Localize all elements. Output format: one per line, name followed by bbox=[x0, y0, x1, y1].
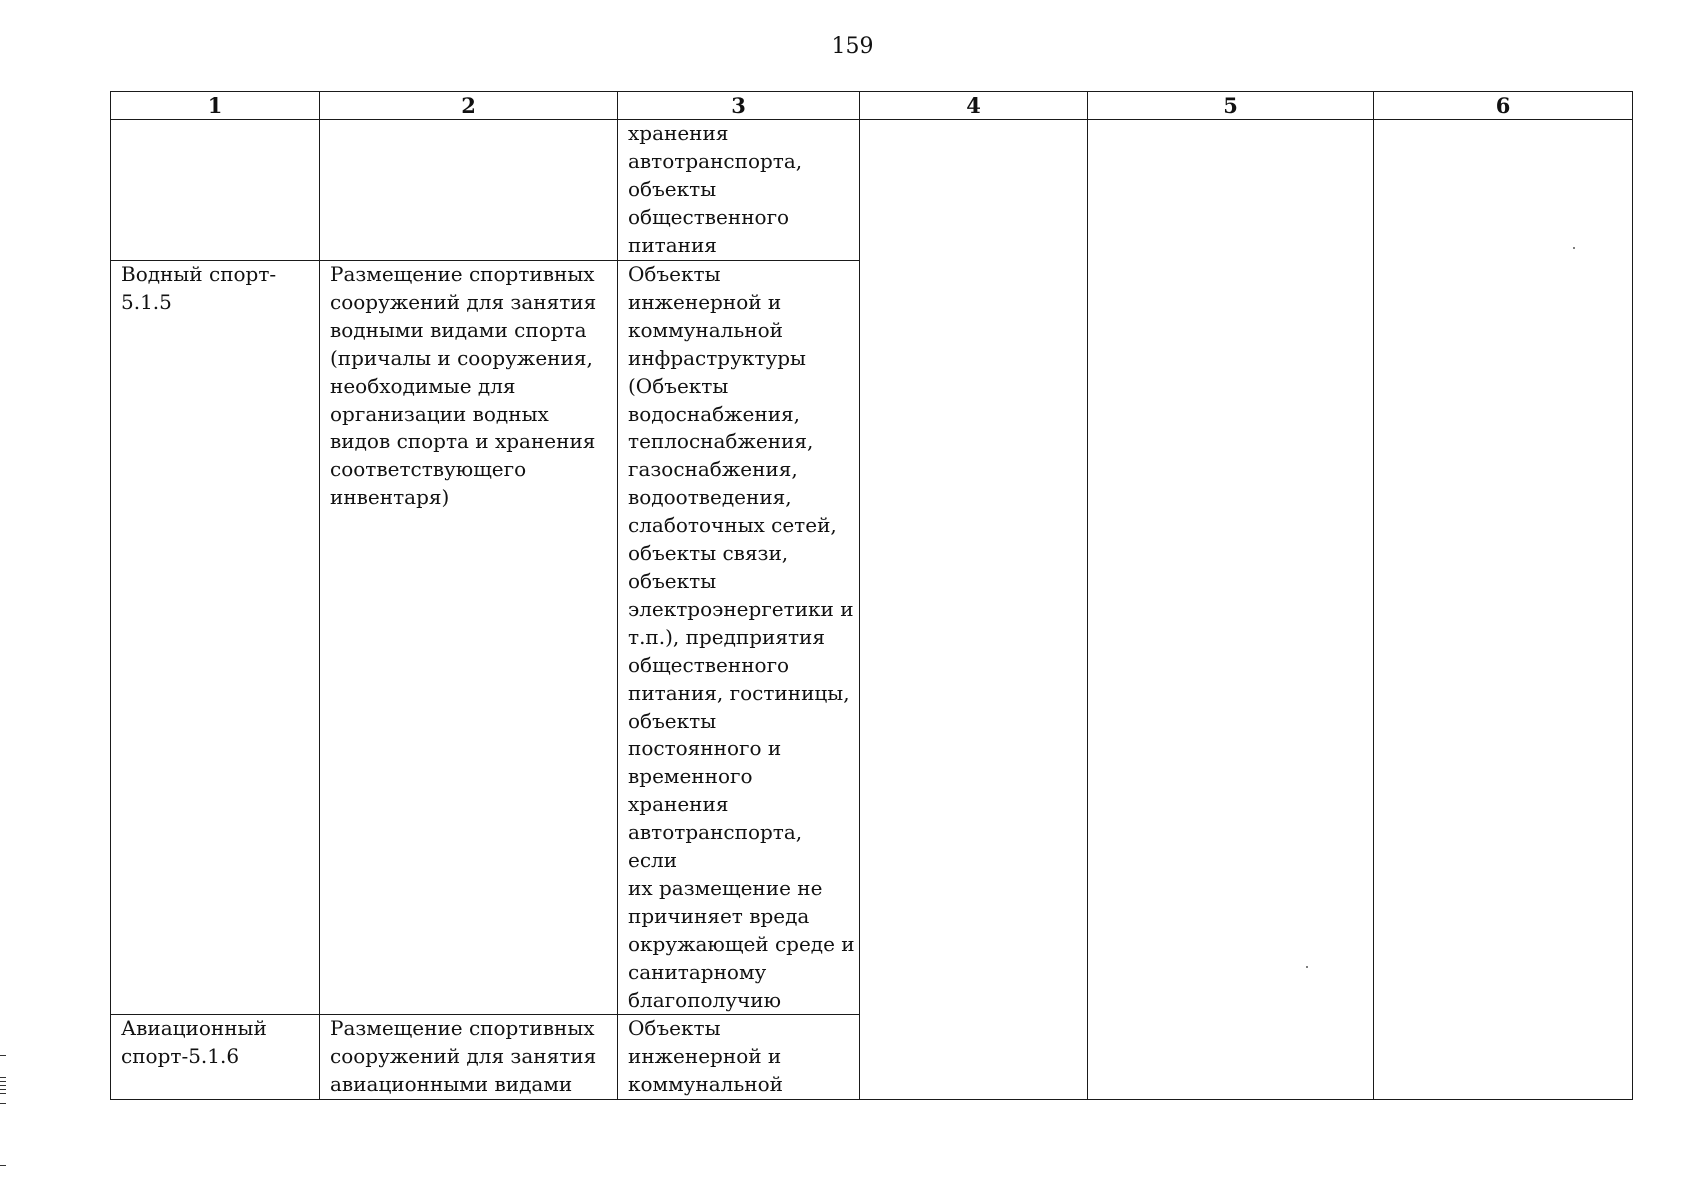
table-cell bbox=[320, 261, 618, 1015]
land-use-table bbox=[110, 91, 1633, 1100]
cell-text: Объекты инженерной и коммунальной bbox=[628, 1016, 783, 1097]
column-header-5: 5 bbox=[1088, 92, 1374, 120]
table-cell bbox=[618, 120, 860, 261]
column-header-2: 2 bbox=[320, 92, 618, 120]
table-cell bbox=[320, 1015, 618, 1100]
scan-speck bbox=[1573, 247, 1575, 249]
column-header-4: 4 bbox=[860, 92, 1088, 120]
cell-text: Объекты инженерной и коммунальной инфраструктуры (Объекты водоснабжения, теплоснабжения, газоснабжения, водоотведения, слаботочных сетей, объекты связи, объекты электроэнергетики и т.п.), предприятия общественного питания, гостиницы, объекты постоянного и временного хранения автотранспорта, если их размещение не причиняет вреда окружающей среде и санитарному благополучию bbox=[628, 262, 855, 1012]
cell-text: Водный спорт- 5.1.5 bbox=[121, 262, 277, 314]
table-cell bbox=[618, 261, 860, 1015]
column-header-1: 1 bbox=[111, 92, 320, 120]
table-row bbox=[111, 120, 1633, 261]
page-number: 159 bbox=[831, 34, 874, 59]
table-cell-col4 bbox=[860, 120, 1088, 1100]
scan-edge-marks bbox=[0, 1055, 8, 1175]
table-cell-col5 bbox=[1088, 120, 1374, 1100]
table-cell bbox=[618, 1015, 860, 1100]
scan-speck bbox=[1306, 966, 1308, 968]
table-cell bbox=[320, 120, 618, 261]
cell-text: Размещение спортивных сооружений для занятия водными видами спорта (причалы и сооружения, необходимые для организации водных видов спорта и хранения соответствующего инвентаря) bbox=[330, 262, 597, 510]
table-cell-col6 bbox=[1374, 120, 1633, 1100]
table-cell bbox=[111, 261, 320, 1015]
cell-text: хранения автотранспорта, объекты общественного питания bbox=[628, 121, 803, 257]
column-header-3: 3 bbox=[618, 92, 860, 120]
cell-text: Авиационный спорт-5.1.6 bbox=[121, 1016, 267, 1069]
table-cell bbox=[111, 1015, 320, 1100]
table-cell bbox=[111, 120, 320, 261]
cell-text: Размещение спортивных сооружений для занятия авиационными видами bbox=[330, 1016, 597, 1097]
column-header-6: 6 bbox=[1374, 92, 1633, 120]
table-header-row bbox=[111, 92, 1633, 120]
